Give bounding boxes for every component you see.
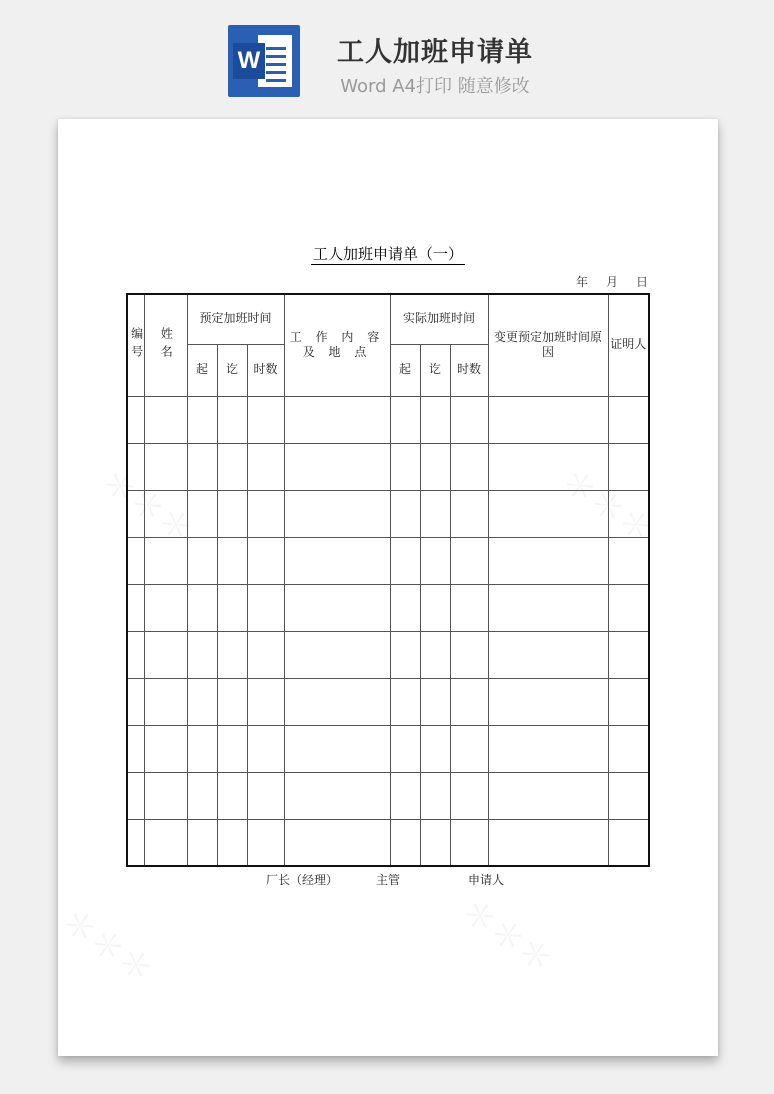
actual-end-header: 讫 <box>420 344 450 396</box>
table-cell[interactable] <box>488 725 608 772</box>
header-title: 工人加班申请单 <box>337 37 533 68</box>
watermark <box>453 884 565 983</box>
table-cell[interactable] <box>144 631 187 678</box>
table-cell[interactable] <box>450 678 488 725</box>
table-cell[interactable] <box>247 725 284 772</box>
table-cell[interactable] <box>608 678 649 725</box>
col-witness-header: 证明人 <box>608 294 649 396</box>
col-reason-header: 变更预定加班时间原因 <box>488 294 608 396</box>
table-cell[interactable] <box>450 443 488 490</box>
watermark <box>53 894 165 993</box>
table-cell[interactable] <box>187 678 217 725</box>
applicant-label: 申请人 <box>468 873 505 887</box>
table-cell[interactable] <box>247 631 284 678</box>
table-cell[interactable] <box>390 396 420 443</box>
table-cell[interactable] <box>390 443 420 490</box>
table-cell[interactable] <box>420 819 450 866</box>
supervisor-label: 主管 <box>376 873 401 887</box>
table-cell[interactable] <box>217 443 247 490</box>
table-cell[interactable] <box>420 678 450 725</box>
table-cell[interactable] <box>420 725 450 772</box>
table-cell[interactable] <box>144 772 187 819</box>
table-row <box>127 490 649 537</box>
table-cell[interactable] <box>420 772 450 819</box>
table-cell[interactable] <box>608 725 649 772</box>
table-cell[interactable] <box>217 396 247 443</box>
word-doc-icon <box>228 25 300 97</box>
table-cell[interactable] <box>127 396 144 443</box>
table-cell[interactable] <box>127 490 144 537</box>
table-cell[interactable] <box>127 678 144 725</box>
table-cell[interactable] <box>390 678 420 725</box>
table-cell[interactable] <box>420 584 450 631</box>
table-cell[interactable] <box>284 678 390 725</box>
table-cell[interactable] <box>488 443 608 490</box>
date-day: 日 <box>635 275 648 289</box>
table-cell[interactable] <box>608 631 649 678</box>
table-cell[interactable] <box>488 584 608 631</box>
table-cell[interactable] <box>488 772 608 819</box>
table-cell[interactable] <box>217 584 247 631</box>
table-cell[interactable] <box>488 396 608 443</box>
table-row <box>127 725 649 772</box>
table-row <box>127 443 649 490</box>
table-row <box>127 584 649 631</box>
table-cell[interactable] <box>127 725 144 772</box>
table-cell[interactable] <box>127 631 144 678</box>
table-cell[interactable] <box>144 584 187 631</box>
table-cell[interactable] <box>390 819 420 866</box>
table-cell[interactable] <box>247 443 284 490</box>
planned-start-header: 起 <box>187 344 217 396</box>
table-cell[interactable] <box>247 819 284 866</box>
table-cell[interactable] <box>217 819 247 866</box>
document-page <box>58 119 718 1056</box>
table-cell[interactable] <box>187 537 217 584</box>
table-cell[interactable] <box>247 537 284 584</box>
table-cell[interactable] <box>390 631 420 678</box>
table-cell[interactable] <box>144 678 187 725</box>
col-number-header: 编号 <box>127 294 144 396</box>
word-letter-w: W <box>233 43 265 79</box>
actual-start-header: 起 <box>390 344 420 396</box>
table-cell[interactable] <box>488 631 608 678</box>
table-cell[interactable] <box>390 772 420 819</box>
col-name-header: 姓名 <box>144 294 187 396</box>
table-row <box>127 631 649 678</box>
actual-time-header: 实际加班时间 <box>390 294 488 344</box>
table-cell[interactable] <box>187 490 217 537</box>
planned-end-header: 讫 <box>217 344 247 396</box>
table-cell[interactable] <box>187 819 217 866</box>
table-cell[interactable] <box>608 490 649 537</box>
table-cell[interactable] <box>608 396 649 443</box>
date-month: 月 <box>605 275 618 289</box>
table-cell[interactable] <box>217 678 247 725</box>
table-cell[interactable] <box>187 443 217 490</box>
actual-hours-header: 时数 <box>450 344 488 396</box>
table-cell[interactable] <box>488 537 608 584</box>
table-cell[interactable] <box>450 725 488 772</box>
table-cell[interactable] <box>247 490 284 537</box>
table-cell[interactable] <box>420 443 450 490</box>
table-header-row <box>127 294 649 344</box>
table-cell[interactable] <box>217 631 247 678</box>
table-cell[interactable] <box>390 537 420 584</box>
table-cell[interactable] <box>127 537 144 584</box>
table-cell[interactable] <box>450 537 488 584</box>
table-cell[interactable] <box>144 537 187 584</box>
table-cell[interactable] <box>488 678 608 725</box>
table-cell[interactable] <box>390 584 420 631</box>
table-cell[interactable] <box>450 584 488 631</box>
table-cell[interactable] <box>127 819 144 866</box>
table-body <box>127 396 649 866</box>
header-subtitle: Word A4打印 随意修改 <box>340 76 530 97</box>
table-cell[interactable] <box>420 396 450 443</box>
table-cell[interactable] <box>144 819 187 866</box>
table-cell[interactable] <box>284 725 390 772</box>
table-cell[interactable] <box>390 490 420 537</box>
table-cell[interactable] <box>247 396 284 443</box>
table-cell[interactable] <box>420 537 450 584</box>
date-year: 年 <box>576 275 589 289</box>
table-row <box>127 678 649 725</box>
table-cell[interactable] <box>144 443 187 490</box>
overtime-form-table <box>126 293 650 867</box>
table-cell[interactable] <box>144 490 187 537</box>
table-row <box>127 819 649 866</box>
table-cell[interactable] <box>450 396 488 443</box>
table-cell[interactable] <box>187 631 217 678</box>
table-cell[interactable] <box>450 631 488 678</box>
table-row <box>127 772 649 819</box>
table-cell[interactable] <box>390 725 420 772</box>
table-cell[interactable] <box>608 443 649 490</box>
col-content-header: 工 作 内 容 及 地 点 <box>284 294 390 396</box>
table-cell[interactable] <box>127 772 144 819</box>
table-cell[interactable] <box>420 631 450 678</box>
table-row <box>127 537 649 584</box>
table-cell[interactable] <box>187 725 217 772</box>
table-cell[interactable] <box>217 725 247 772</box>
table-cell[interactable] <box>284 819 390 866</box>
table-cell[interactable] <box>608 584 649 631</box>
table-cell[interactable] <box>247 772 284 819</box>
table-cell[interactable] <box>608 819 649 866</box>
table-cell[interactable] <box>187 772 217 819</box>
table-cell[interactable] <box>488 490 608 537</box>
table-cell[interactable] <box>144 725 187 772</box>
table-cell[interactable] <box>217 537 247 584</box>
table-cell[interactable] <box>187 584 217 631</box>
table-cell[interactable] <box>217 490 247 537</box>
table-cell[interactable] <box>488 819 608 866</box>
table-cell[interactable] <box>187 396 217 443</box>
planned-time-header: 预定加班时间 <box>187 294 284 344</box>
table-cell[interactable] <box>284 584 390 631</box>
table-cell[interactable] <box>284 396 390 443</box>
table-cell[interactable] <box>420 490 450 537</box>
table-cell[interactable] <box>127 443 144 490</box>
table-cell[interactable] <box>247 584 284 631</box>
table-cell[interactable] <box>144 396 187 443</box>
table-cell[interactable] <box>450 819 488 866</box>
table-row <box>127 396 649 443</box>
table-cell[interactable] <box>284 443 390 490</box>
table-cell[interactable] <box>450 490 488 537</box>
table-cell[interactable] <box>450 772 488 819</box>
table-cell[interactable] <box>608 772 649 819</box>
table-cell[interactable] <box>284 537 390 584</box>
table-cell[interactable] <box>284 772 390 819</box>
header <box>0 0 774 110</box>
planned-hours-header: 时数 <box>247 344 284 396</box>
table-cell[interactable] <box>608 537 649 584</box>
document-title: 工人加班申请单（一） <box>312 245 463 263</box>
table-cell[interactable] <box>127 584 144 631</box>
date-line <box>576 273 648 290</box>
table-cell[interactable] <box>284 631 390 678</box>
table-cell[interactable] <box>217 772 247 819</box>
director-label: 厂长（经理） <box>266 873 339 887</box>
table-cell[interactable] <box>247 678 284 725</box>
table-cell[interactable] <box>284 490 390 537</box>
